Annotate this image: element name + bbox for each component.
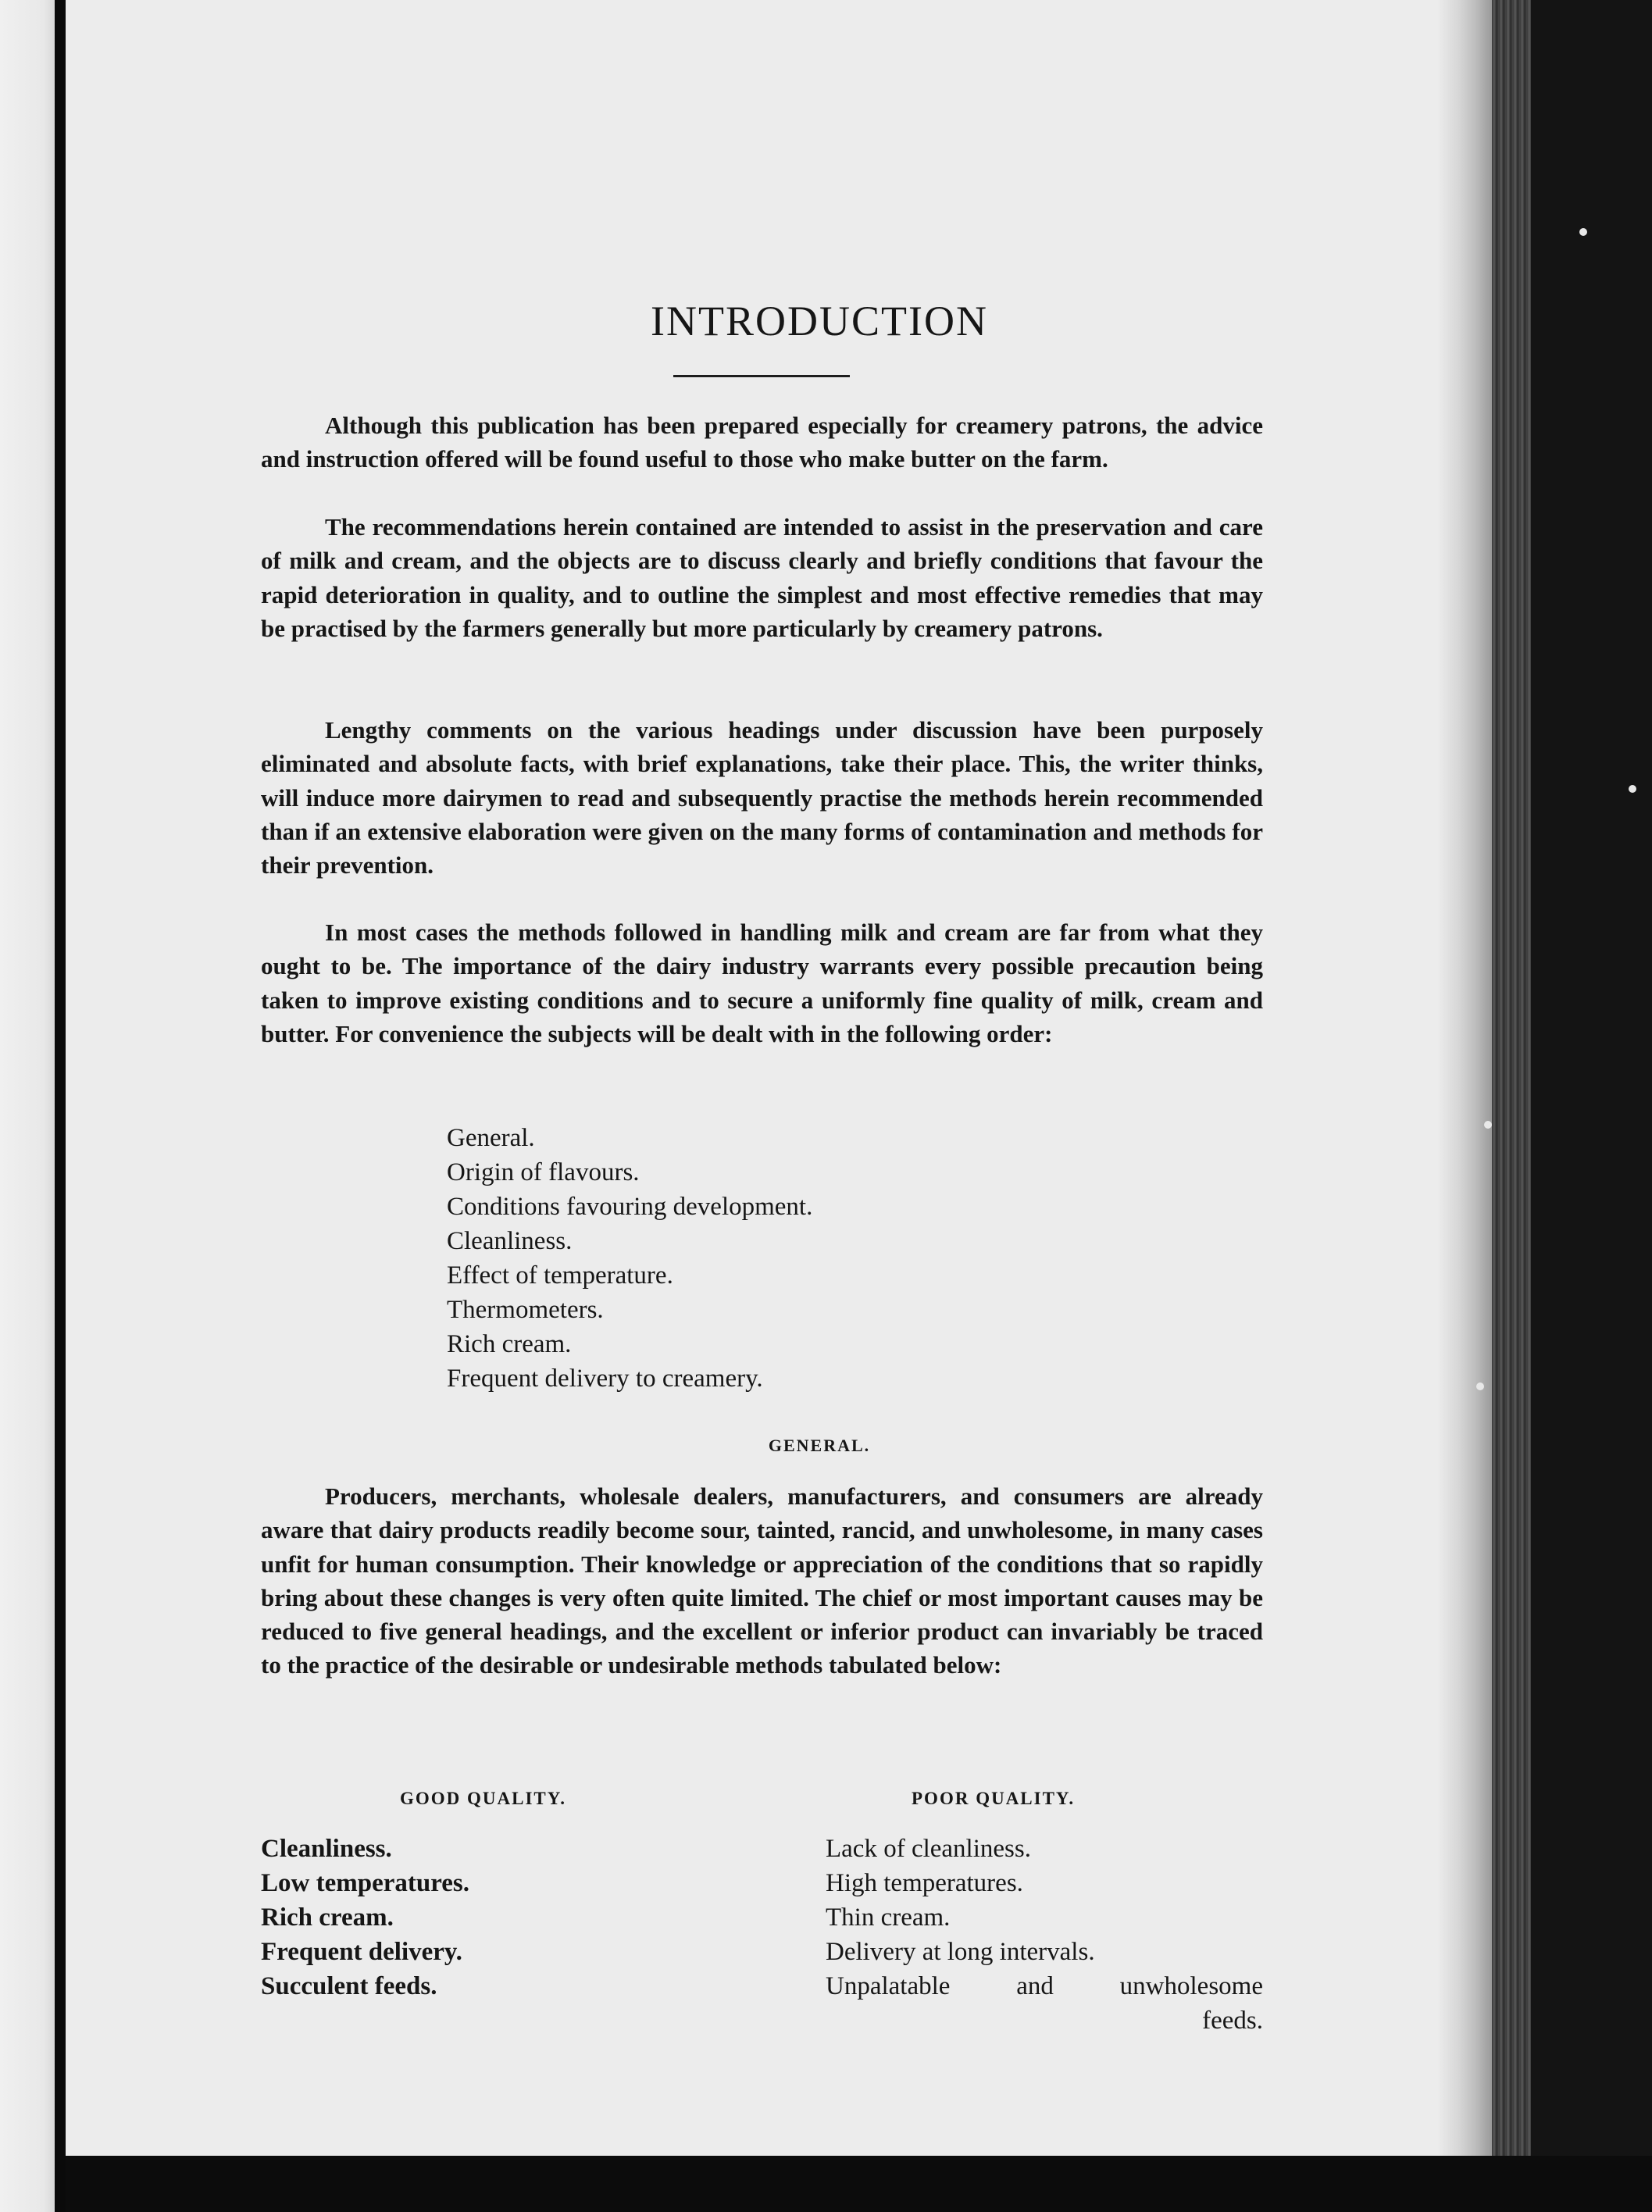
page-gutter [55, 0, 66, 2212]
intro-paragraph-1: Although this publication has been prepared especially for creamery patrons, the advice and instruction offered will be found useful to those who make butter on the farm. [261, 412, 1263, 473]
title-underline-rule [673, 375, 850, 377]
poor-quality-item: Unpalatable and unwholesome [826, 1972, 1263, 2000]
general-paragraph: Producers, merchants, wholesale dealers, manufacturers, and consumers are already aware that dairy products readily become sour, tainted, rancid, and unwholesome, in many cases unfit for human consumption. Their knowledge or appreciation of the conditions that so rapidly bring about these changes is very often quite limited. The chief or most important causes may be reduced to five general headings, and the excellent or inferior product can invariably be traced to the practice of the desirable or undesirable methods tabulated below: [261, 1482, 1263, 1679]
topics-list [447, 1121, 812, 1396]
good-quality-item: Low temperatures. [261, 1869, 469, 1897]
intro-paragraph-4: In most cases the methods followed in handling milk and cream are far from what they ought to be. The importance of the dairy industry warrants every possible precaution being taken to improve existing conditions and to secure a uniformly fine quality of milk, cream and butter. For convenience the subjects will be dealt with in the following order: [261, 919, 1263, 1047]
topic-item: General. [447, 1124, 535, 1152]
topic-item: Rich cream. [447, 1330, 572, 1358]
poor-quality-item: Thin cream. [826, 1903, 951, 1932]
topic-item: Conditions favouring development. [447, 1193, 813, 1221]
page-curl-shadow [1437, 0, 1492, 2156]
intro-paragraph-3: Lengthy comments on the various headings under discussion have been purposely eliminated and absolute facts, with brief explanations, take their place. This, the writer thinks, will induce more dairymen to read and subsequently practise the methods herein recommended than if an extensive elaboration were given on the many forms of contamination and methods for their prevention. [261, 716, 1263, 879]
poor-quality-list [826, 1832, 1263, 2003]
intro-paragraph-2: The recommendations herein contained are intended to assist in the preservation and care of milk and cream, and the objects are to discuss clearly and briefly conditions that favour the rapid deterioration in quality, and to outline the simplest and most effective remedies that may be practised by the farmers generally but more particularly by creamery patrons. [261, 513, 1263, 642]
poor-quality-heading: POOR QUALITY. [912, 1789, 1076, 1808]
dust-speck [1476, 1382, 1484, 1390]
poor-quality-item: Delivery at long intervals. [826, 1938, 1095, 1966]
good-quality-item: Succulent feeds. [261, 1972, 437, 2000]
dust-speck [1579, 228, 1587, 236]
good-quality-item: Rich cream. [261, 1903, 394, 1932]
book-page [66, 0, 1492, 2156]
topic-item: Cleanliness. [447, 1227, 573, 1255]
good-quality-item: Frequent delivery. [261, 1938, 462, 1966]
good-quality-list [261, 1832, 469, 2003]
topic-item: Origin of flavours. [447, 1158, 640, 1186]
poor-quality-item: High temperatures. [826, 1869, 1023, 1897]
topic-item: Frequent delivery to creamery. [447, 1365, 763, 1393]
previous-page-edge [0, 0, 55, 2212]
binding-shadow [1531, 0, 1652, 2212]
poor-quality-item-continuation: feeds. [1202, 2007, 1263, 2035]
topic-item: Thermometers. [447, 1296, 604, 1324]
dust-speck [1484, 1121, 1492, 1129]
section-heading-general: GENERAL. [768, 1436, 871, 1455]
dust-speck [1629, 785, 1636, 793]
page-title: INTRODUCTION [651, 298, 988, 344]
good-quality-item: Cleanliness. [261, 1835, 392, 1863]
good-quality-heading: GOOD QUALITY. [400, 1789, 567, 1808]
scan-bottom-border [66, 2156, 1652, 2212]
poor-quality-item: Lack of cleanliness. [826, 1835, 1031, 1863]
topic-item: Effect of temperature. [447, 1261, 673, 1290]
